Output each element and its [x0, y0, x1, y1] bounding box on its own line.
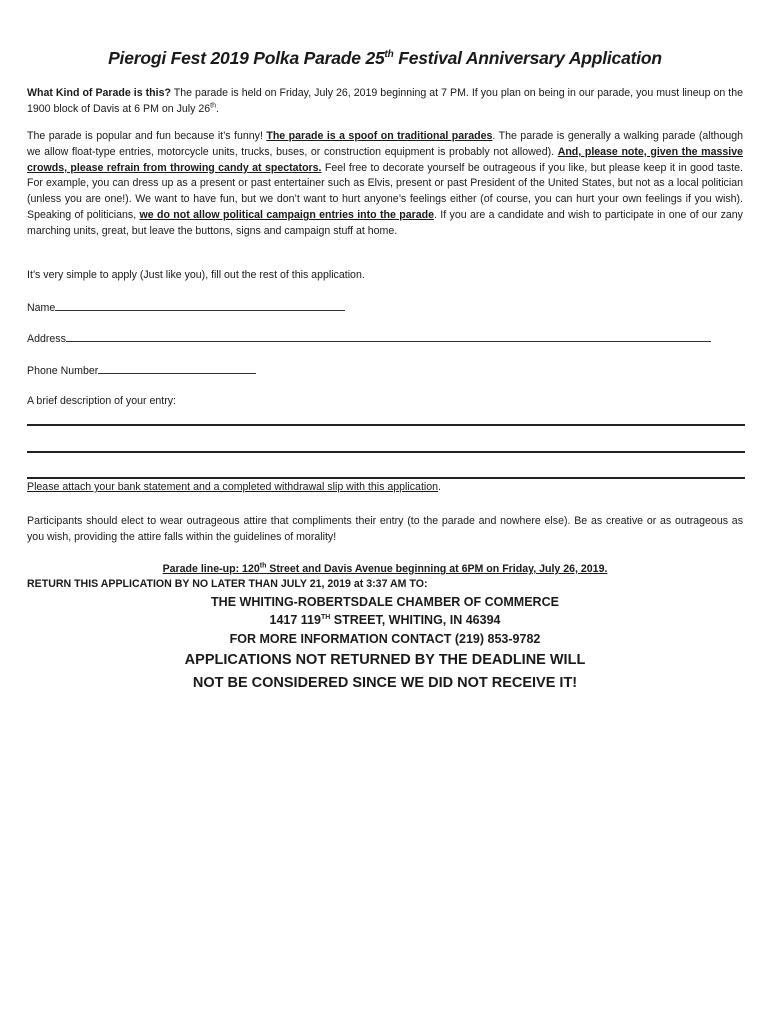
title-text-rest: Festival Anniversary Application [393, 48, 662, 68]
description-label: A brief description of your entry: [27, 395, 176, 407]
street-superscript: TH [320, 613, 331, 621]
chamber-name: THE WHITING-ROBERTSDALE CHAMBER OF COMMERCE [211, 595, 559, 609]
spoof-emphasis: The parade is a spoof on traditional parades [266, 130, 493, 142]
para-text-2: . The parade is generally a walking parade (although we allow float-type entries, motorcycle units, trucks, buses, or construction equipment is probably not allowed). [27, 130, 744, 158]
attach-end: . [438, 481, 441, 493]
title-text: Pierogi Fest 2019 Polka Parade 25 [108, 48, 385, 68]
lineup-superscript: th [259, 562, 267, 570]
deadline-warning-1: APPLICATIONS NOT RETURNED BY THE DEADLINE WILL [184, 652, 586, 668]
intro-superscript: th [210, 102, 216, 110]
lineup-text: Parade line-up: 120 [162, 563, 260, 575]
intro-question: What Kind of Parade is this? [27, 87, 171, 99]
candy-warning: And, please note, given the massive crowds, please refrain from throwing candy at spectators. [27, 145, 743, 174]
contact-info: FOR MORE INFORMATION CONTACT (219) 853-9782 [229, 632, 541, 646]
street-number: 1417 119 [269, 613, 321, 627]
lineup-text-rest: Street and Davis Avenue beginning at 6PM on Friday, July 26, 2019. [266, 563, 608, 575]
phone-label: Phone Number [27, 365, 99, 377]
phone-input-line[interactable] [98, 363, 256, 374]
street-rest: STREET, WHITING, IN 46394 [330, 613, 501, 627]
political-warning: we do not allow political campaign entries into the parade [139, 208, 434, 221]
address-input-line[interactable] [66, 331, 711, 342]
para-text-3: Feel free to decorate yourself be outrageous if you like, but please keep it in good taste. For example, you can dress up as a present or past entertainer such as Elvis, present or past President of the United States, but not as a local politician (unless you are one!). We want to have fun, but we don’t want to hurt anyone’s feelings either (of course, you can hurt your own feelings if you wish). Speaking of politicians, [27, 161, 744, 221]
lineup-line [0, 563, 770, 575]
attach-text: Please attach your bank statement and a completed withdrawal slip with this application [27, 481, 439, 493]
apply-instruction: It’s very simple to apply (Just like you), fill out the rest of this application. [27, 269, 365, 281]
page-title [0, 48, 770, 69]
name-input-line[interactable] [55, 300, 345, 311]
intro-paragraph [27, 86, 743, 118]
para-text-1: The parade is popular and fun because it’s funny! [27, 130, 267, 142]
attire-paragraph: Participants should elect to wear outrageous attire that compliments their entry (to the parade and nowhere else). Be as creative or as outrageous as you wish, providing the attire falls within the guidelines of morality! [27, 515, 743, 543]
parade-description-paragraph [27, 129, 743, 240]
phone-field[interactable] [27, 363, 256, 377]
description-line-3[interactable] [27, 477, 745, 479]
deadline-warning-2: NOT BE CONSIDERED SINCE WE DID NOT RECEIVE IT! [192, 675, 578, 691]
address-field[interactable] [27, 331, 711, 345]
return-deadline: RETURN THIS APPLICATION BY NO LATER THAN JULY 21, 2019 at 3:37 AM TO: [27, 578, 428, 590]
description-line-2[interactable] [27, 451, 745, 453]
attach-instruction [27, 480, 743, 496]
title-superscript: th [384, 49, 394, 61]
intro-end: . [215, 102, 219, 115]
description-line-1[interactable] [27, 424, 745, 426]
chamber-address [0, 613, 770, 627]
name-label: Name [27, 302, 56, 314]
para-text-4: . If you are a candidate and wish to participate in one of our zany marching units, great, but leave the buttons, signs and campaign stuff at home. [27, 208, 743, 237]
intro-text: The parade is held on Friday, July 26, 2019 beginning at 7 PM. If you plan on being in our parade, you must lineup on the 1900 block of Davis at 6 PM on July 26 [27, 87, 744, 115]
name-field[interactable] [27, 300, 345, 314]
address-label: Address [27, 333, 66, 345]
